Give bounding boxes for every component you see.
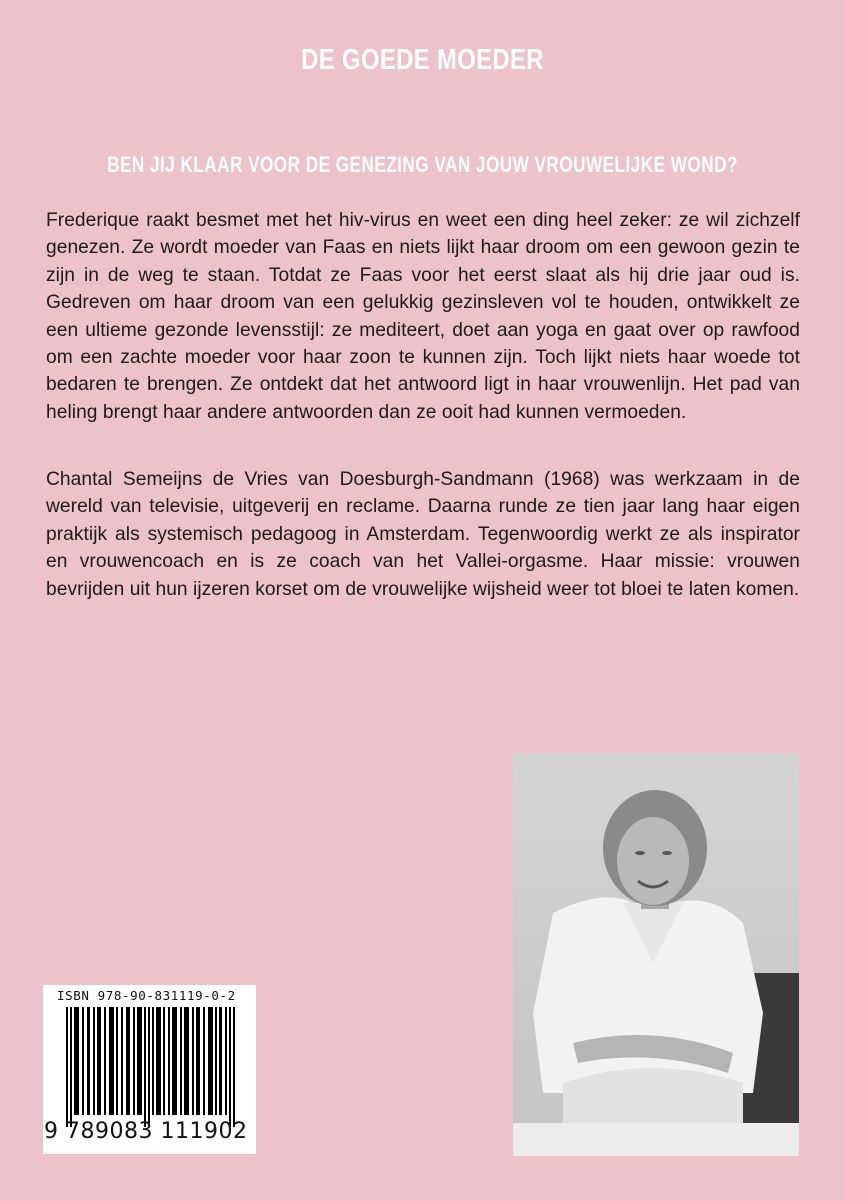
blurb-paragraph-author-bio: Chantal Semeijns de Vries van Doesburgh-Sandmann (1968) was werkzaam in de wereld van televisie, uitgeverij en reclame. Daarna runde ze tien jaar lang haar eigen praktijk als systemisch pedagoog in Amsterdam. Tegenwoordig werkt ze als inspirator en vrouwencoach en is ze coach van het Vallei-orgasme. Haar missie: vrouwen bevrijden uit hun ijzeren korset om de vrouwelijke wijsheid weer tot bloei te laten komen.	[46, 469, 800, 600]
isbn-label: ISBN 978-90-831119-0-2	[57, 988, 236, 1003]
isbn-barcode	[43, 985, 256, 1154]
blurb-paragraph-story: Frederique raakt besmet met het hiv-virus en weet een ding heel zeker: ze wil zichzelf genezen. Ze wordt moeder van Faas en niets lijkt haar droom om een gewoon gezin te zijn in de weg te staan. Totdat ze Faas voor het eerst slaat als hij drie jaar oud is. Gedreven om haar droom van een gelukkig gezinsleven vol te houden, ontwikkelt ze een ultieme gezonde levensstijl: ze mediteert, doet aan yoga en gaat over op rawfood om een zachte moeder voor haar zoon te kunnen zijn. Toch lijkt niets haar woede tot bedaren te brengen. Ze ontdekt dat het antwoord ligt in haar vrouwenlijn. Het pad van heling brengt haar andere antwoorden dan ze ooit had kunnen vermoeden.	[46, 210, 800, 423]
book-title: DE GOEDE MOEDER	[301, 44, 544, 76]
author-photo	[513, 753, 799, 1156]
barcode-icon	[55, 1007, 247, 1127]
barcode-digits: 9 789083 111902	[44, 1119, 248, 1144]
book-tagline: BEN JIJ KLAAR VOOR DE GENEZING VAN JOUW VROUWELIJKE WOND?	[107, 152, 738, 177]
author-portrait-icon	[513, 753, 799, 1156]
